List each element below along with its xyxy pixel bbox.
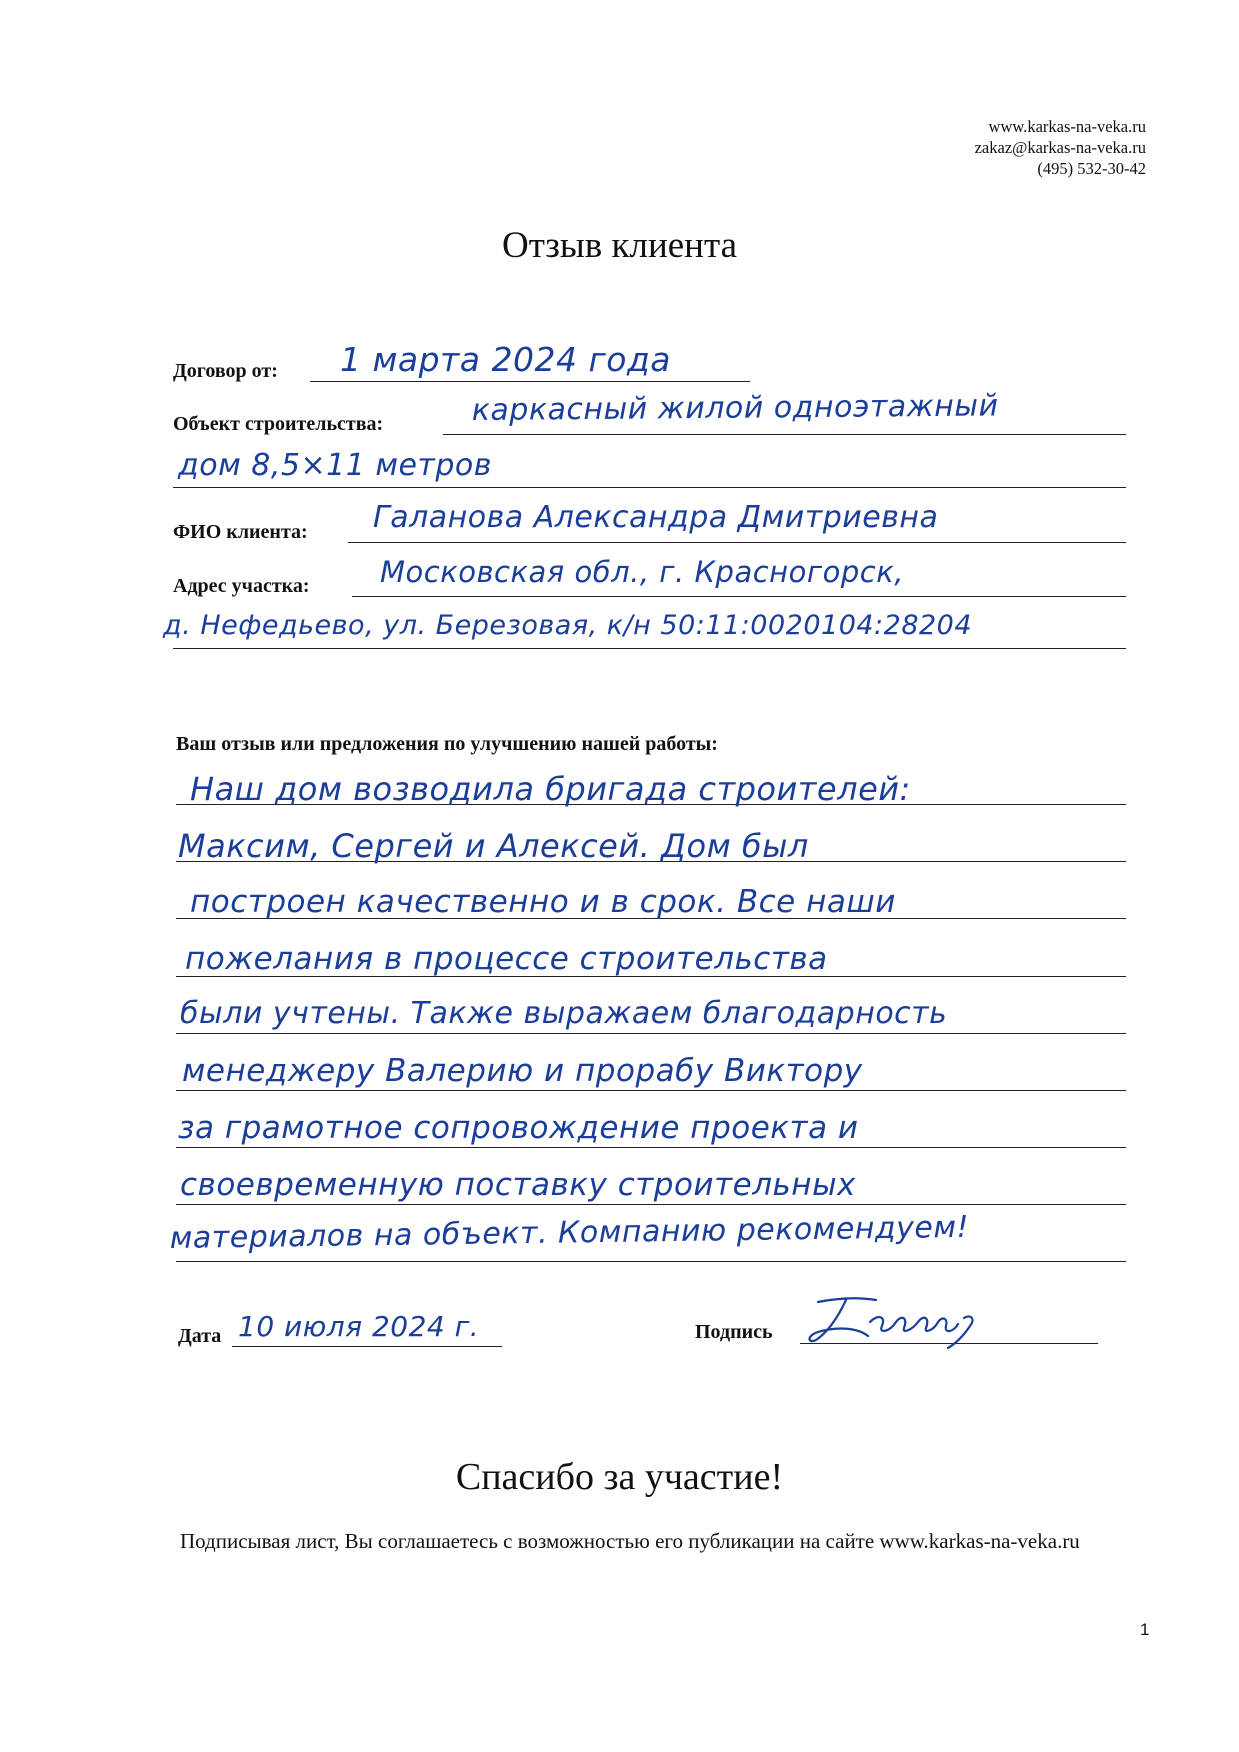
review-handwritten-line: менеджеру Валерию и прорабу Виктору bbox=[182, 1053, 863, 1089]
object-handwritten-1: каркасный жилой одноэтажный bbox=[471, 388, 999, 428]
signature-scribble bbox=[798, 1292, 1018, 1352]
review-handwritten-line: построен качественно и в срок. Все наши bbox=[190, 884, 896, 920]
website-text: www.karkas-na-veka.ru bbox=[988, 117, 1146, 136]
review-handwritten-line: за грамотное сопровождение проекта и bbox=[178, 1110, 859, 1146]
client-name-handwritten: Галанова Александра Дмитриевна bbox=[373, 500, 939, 535]
date-line bbox=[232, 1346, 502, 1347]
contract-date-handwritten: 1 марта 2024 года bbox=[340, 340, 672, 379]
address-line-1 bbox=[352, 596, 1126, 597]
object-line-1 bbox=[443, 434, 1126, 435]
signature-image bbox=[798, 1292, 1018, 1357]
review-line bbox=[176, 1033, 1126, 1034]
review-handwritten-line: материалов на объект. Компанию рекомендуем! bbox=[169, 1209, 970, 1256]
review-handwritten-line: Максим, Сергей и Алексей. Дом был bbox=[178, 827, 809, 865]
review-line bbox=[176, 1090, 1126, 1091]
client-label: ФИО клиента: bbox=[173, 521, 308, 543]
review-handwritten-line: были учтены. Также выражаем благодарность bbox=[180, 996, 948, 1031]
review-line bbox=[176, 1147, 1126, 1148]
thanks-text: Спасибо за участие! bbox=[455, 1456, 784, 1498]
date-label: Дата bbox=[178, 1325, 222, 1347]
address-label: Адрес участка: bbox=[173, 575, 310, 597]
page-number: 1 bbox=[1140, 1620, 1150, 1639]
address-handwritten-2: д. Нефедьево, ул. Березовая, к/н 50:11:0020104:28204 bbox=[163, 610, 973, 641]
contract-label: Договор от: bbox=[173, 360, 278, 382]
object-line-2 bbox=[173, 487, 1126, 488]
review-handwritten-line: пожелания в процессе строительства bbox=[185, 941, 828, 977]
review-handwritten-line: Наш дом возводила бригада строителей: bbox=[190, 770, 911, 808]
company-contacts bbox=[975, 116, 1146, 179]
contract-line bbox=[310, 381, 750, 382]
phone-text: (495) 532-30-42 bbox=[1037, 159, 1146, 178]
object-handwritten-2: дом 8,5×11 метров bbox=[178, 448, 492, 483]
date-handwritten: 10 июля 2024 г. bbox=[238, 1310, 480, 1343]
email-text: zakaz@karkas-na-veka.ru bbox=[974, 138, 1146, 157]
review-line bbox=[176, 1261, 1126, 1262]
review-handwritten-line: своевременную поставку строительных bbox=[180, 1167, 856, 1203]
publication-note: Подписывая лист, Вы соглашаетесь с возможностью его публикации на сайте www.karkas-na-veka.ru bbox=[180, 1529, 1080, 1553]
address-handwritten-1: Московская обл., г. Красногорск, bbox=[380, 555, 904, 589]
client-line bbox=[348, 542, 1126, 543]
signature-label: Подпись bbox=[695, 1321, 773, 1343]
review-label: Ваш отзыв или предложения по улучшению нашей работы: bbox=[176, 733, 718, 755]
address-line-2 bbox=[173, 648, 1126, 649]
review-line bbox=[176, 1204, 1126, 1205]
object-label: Объект строительства: bbox=[173, 413, 384, 435]
page-title: Отзыв клиента bbox=[501, 225, 738, 266]
